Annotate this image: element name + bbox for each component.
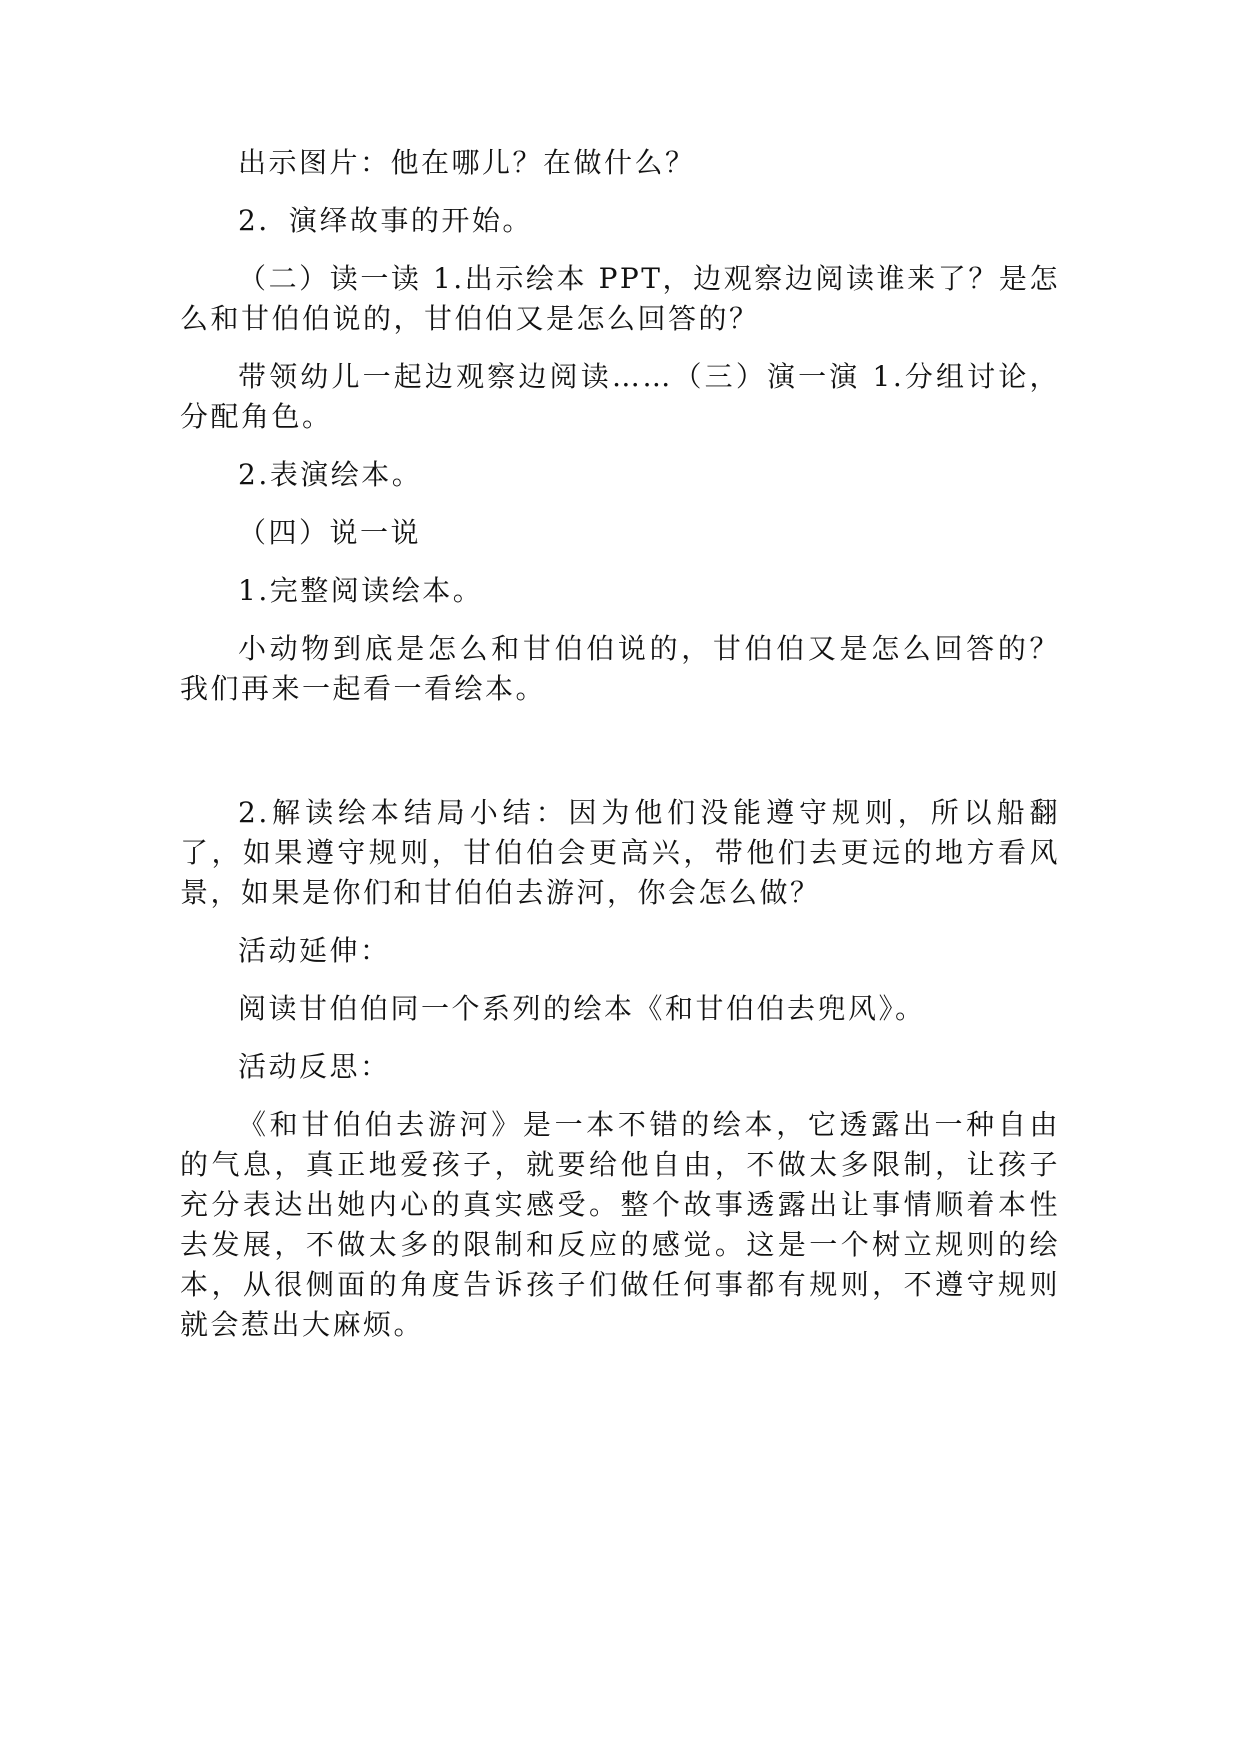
- document-body: [180, 143, 1060, 1363]
- paragraph-ending-summary: 2.解读绘本结局小结：因为他们没能遵守规则，所以船翻了，如果遵守规则，甘伯伯会更高兴，带他们去更远的地方看风景，如果是你们和甘伯伯去游河，你会怎么做？: [180, 796, 1060, 909]
- paragraph-read-section: （二）读一读 1.出示绘本 PPT，边观察边阅读谁来了？是怎么和甘伯伯说的，甘伯伯又是怎么回答的？: [180, 262, 1060, 335]
- paragraph-act-section: 带领幼儿一起边观察边阅读……（三）演一演 1.分组讨论，分配角色。: [180, 360, 1060, 433]
- paragraph-extension-heading: 活动延伸：: [238, 934, 391, 967]
- paragraph-extension-text: 阅读甘伯伯同一个系列的绘本《和甘伯伯去兜风》。: [238, 992, 926, 1025]
- paragraph-full-reading: 1.完整阅读绘本。: [238, 574, 484, 607]
- paragraph-speak-heading: （四）说一说: [238, 516, 422, 549]
- paragraph-reflection-heading: 活动反思：: [238, 1050, 391, 1083]
- paragraph-perform: 2.表演绘本。: [238, 458, 423, 491]
- paragraph-story-start: 2．演绎故事的开始。: [238, 204, 533, 237]
- paragraph-animals-question: 小动物到底是怎么和甘伯伯说的，甘伯伯又是怎么回答的？我们再来一起看一看绘本。: [180, 632, 1060, 705]
- paragraph-show-picture: 出示图片：他在哪儿？在做什么？: [238, 146, 696, 179]
- paragraph-reflection-text: 《和甘伯伯去游河》是一本不错的绘本，它透露出一种自由的气息，真正地爱孩子，就要给他自由，不做太多限制，让孩子充分表达出她内心的真实感受。整个故事透露出让事情顺着本性去发展，不做太多的限制和反应的感觉。这是一个树立规则的绘本，从很侧面的角度告诉孩子们做任何事都有规则，不遵守规则就会惹出大麻烦。: [180, 1108, 1060, 1341]
